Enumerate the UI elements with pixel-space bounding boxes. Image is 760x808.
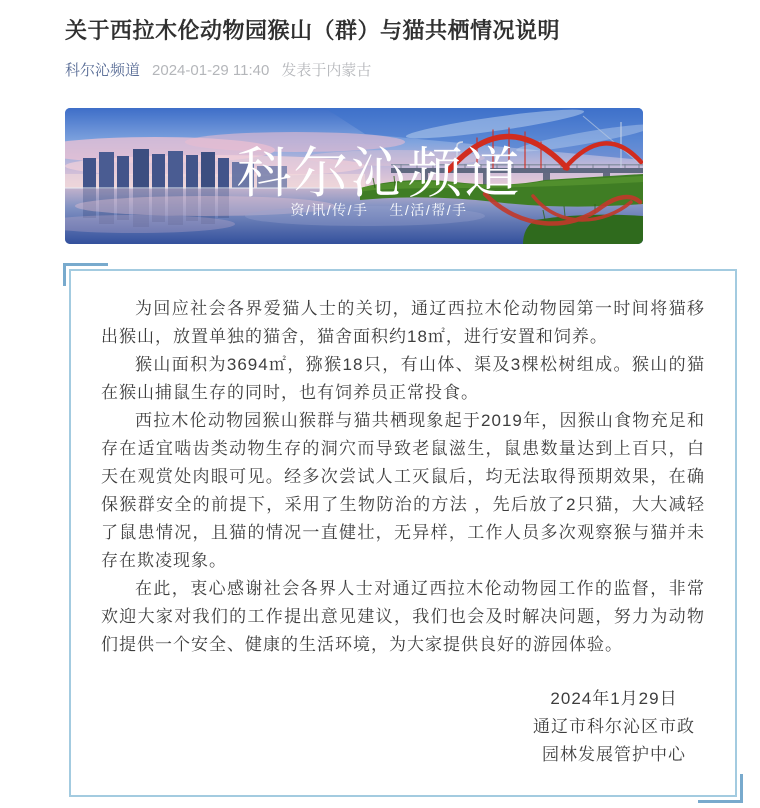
statement-paragraph: 猴山面积为3694㎡，猕猴18只，有山体、渠及3棵松树组成。猴山的猫在猴山捕鼠生存的同时，也有饲养员正常投食。 bbox=[101, 355, 705, 402]
byline bbox=[65, 61, 760, 81]
signature-org-line1: 通辽市科尔沁区市政 bbox=[533, 717, 695, 736]
statement-paragraph: 西拉木伦动物园猴山猴群与猫共栖现象起于2019年，因猴山食物充足和存在适宜啮齿类动物生存的洞穴而导致老鼠滋生，鼠患数量达到上百只，白天在观赏处肉眼可见。经多次尝试人工灭鼠后，均无法取得预期效果，在确保猴群安全的前提下，采用了生物防治的方法 ，先后放了2只猫，大大减轻了鼠患情况，且猫的情况一直健壮，无异样，工作人员多次观察猴与猫并未存在欺凌现象。 bbox=[101, 411, 705, 570]
statement-paragraph: 在此，衷心感谢社会各界人士对通辽西拉木伦动物园工作的监督，非常欢迎大家对我们的工作提出意见建议，我们也会及时解决问题，努力为动物们提供一个安全、健康的生活环境，为大家提供良好的游园体验。 bbox=[101, 579, 705, 654]
banner-photo-illustration bbox=[65, 108, 643, 244]
statement-paragraph: 为回应社会各界爱猫人士的关切，通辽西拉木伦动物园第一时间将猫移出猴山，放置单独的猫舍，猫舍面积约18㎡，进行安置和饲养。 bbox=[101, 299, 705, 346]
banner-image[interactable] bbox=[65, 108, 643, 244]
statement-box bbox=[69, 269, 737, 797]
publish-location: 发表于内蒙古 bbox=[281, 62, 372, 79]
banner-brand-text: 科尔沁频道 bbox=[236, 142, 522, 204]
publish-datetime: 2024-01-29 11:40 bbox=[152, 62, 270, 79]
signature-date: 2024年1月29日 bbox=[550, 689, 678, 708]
article-title: 关于西拉木伦动物园猴山（群）与猫共栖情况说明 bbox=[65, 18, 561, 43]
signature-org-line2: 园林发展管护中心 bbox=[542, 745, 686, 764]
signature-block bbox=[533, 685, 695, 769]
corner-bracket-bottom-right-decoration bbox=[698, 774, 743, 803]
banner-slogan-text: 资/讯/传/手 生/活/帮/手 bbox=[290, 202, 468, 218]
corner-bracket-top-left-decoration bbox=[63, 263, 108, 286]
account-name-link[interactable]: 科尔沁频道 bbox=[65, 62, 141, 79]
